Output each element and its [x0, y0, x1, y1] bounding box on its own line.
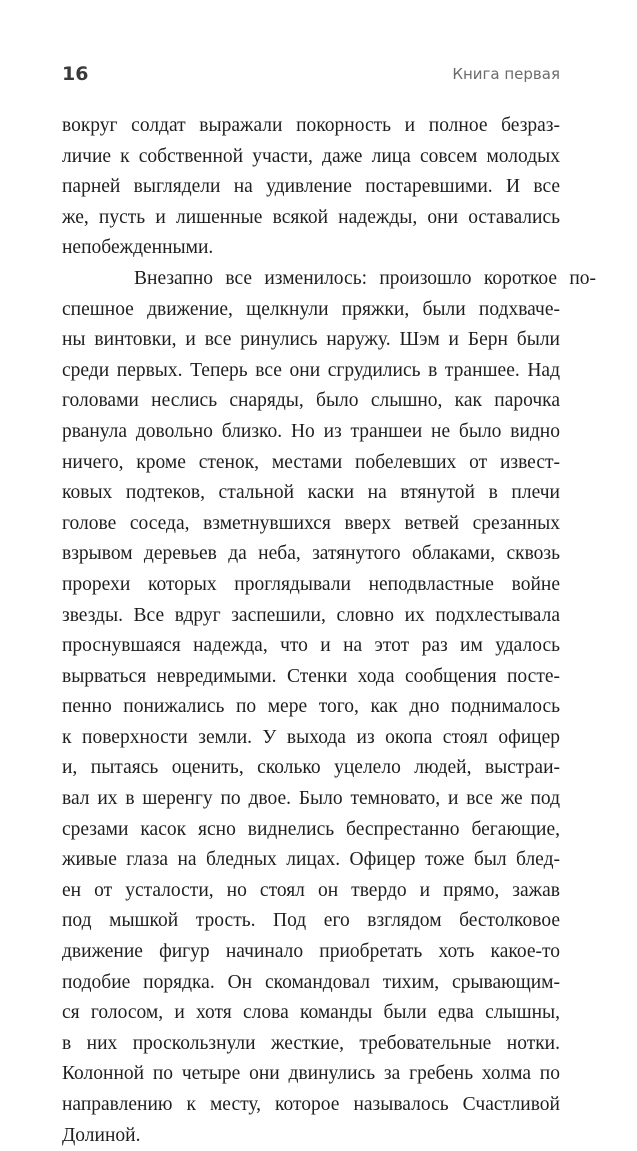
- text-line: ничего, кроме стенок, местами побелевших от извест-: [62, 451, 560, 473]
- text-line: среди первых. Теперь все они сгрудились в траншее. Над: [62, 359, 560, 381]
- text-line: личие к собственной участи, даже лица совсем молодых: [62, 145, 560, 167]
- text-line: головами неслись снаряды, было слышно, как парочка: [62, 390, 560, 412]
- text-line: прорехи которых проглядывали неподвластные войне: [62, 573, 560, 595]
- text-line: Колонной по четыре они двинулись за гребень холма по: [62, 1063, 560, 1085]
- text-line: направлению к месту, которое называлось Счастливой: [62, 1094, 560, 1115]
- text-line: рванула довольно близко. Но из траншеи не было видно: [62, 420, 560, 442]
- text-line: ковых подтеков, стальной каски на втянутой в плечи: [62, 482, 560, 504]
- text-line: срезами касок ясно виднелись беспрестанно бегающие,: [62, 818, 560, 840]
- text-line: ен от усталости, но стоял он твердо и прямо, зажав: [62, 879, 560, 901]
- text-line: живые глаза на бледных лицах. Офицер тоже был блед-: [62, 849, 560, 871]
- text-line: же, пусть и лишенные всякой надежды, они оставались: [62, 206, 560, 228]
- text-line: под мышкой трость. Под его взглядом бестолковое: [62, 910, 560, 932]
- text-line: ны винтовки, и все ринулись наружу. Шэм и Берн были: [62, 329, 560, 351]
- text-line: вокруг солдат выражали покорность и полное безраз-: [62, 115, 560, 136]
- text-line: ся голосом, и хотя слова команды были едва слышны,: [62, 1002, 560, 1024]
- text-line: звезды. Все вдруг заспешили, словно их подхлестывала: [62, 604, 560, 626]
- text-line: Долиной.: [62, 1124, 141, 1146]
- running-head: Книга первая: [452, 65, 560, 83]
- text-line: проснувшаяся надежда, что и на этот раз им удалось: [62, 635, 560, 657]
- text-line: спешное движение, щелкнули пряжки, были подхваче-: [62, 298, 560, 320]
- text-line: непобежденными.: [62, 237, 214, 259]
- text-line: к поверхности земли. У выхода из окопа стоял офицер: [62, 726, 560, 748]
- text-line: взрывом деревьев да неба, затянутого облаками, сквозь: [62, 543, 560, 565]
- text-line: и, пытаясь оценить, сколько уцелело людей, выстраи-: [62, 757, 560, 779]
- text-line: в них проскользнули жесткие, требовательные нотки.: [62, 1032, 560, 1054]
- text-line: парней выглядели на удивление постаревшими. И все: [62, 176, 560, 198]
- page-number: 16: [62, 63, 89, 85]
- text-line: вырваться невредимыми. Стенки хода сообщения посте-: [62, 665, 560, 687]
- text-line: вал их в шеренгу по двое. Было темновато, и все же под: [62, 788, 560, 810]
- text-line: пенно понижались по мере того, как дно поднималось: [62, 696, 560, 718]
- text-line: голове соседа, взметнувшихся вверх ветвей срезанных: [62, 512, 560, 534]
- text-line: движение фигур начинало приобретать хоть какое-то: [62, 941, 560, 963]
- text-line: подобие порядка. Он скомандовал тихим, срывающим-: [62, 971, 560, 993]
- body-text: [62, 111, 596, 1151]
- text-line: Внезапно все изменилось: произошло короткое по-: [134, 267, 596, 289]
